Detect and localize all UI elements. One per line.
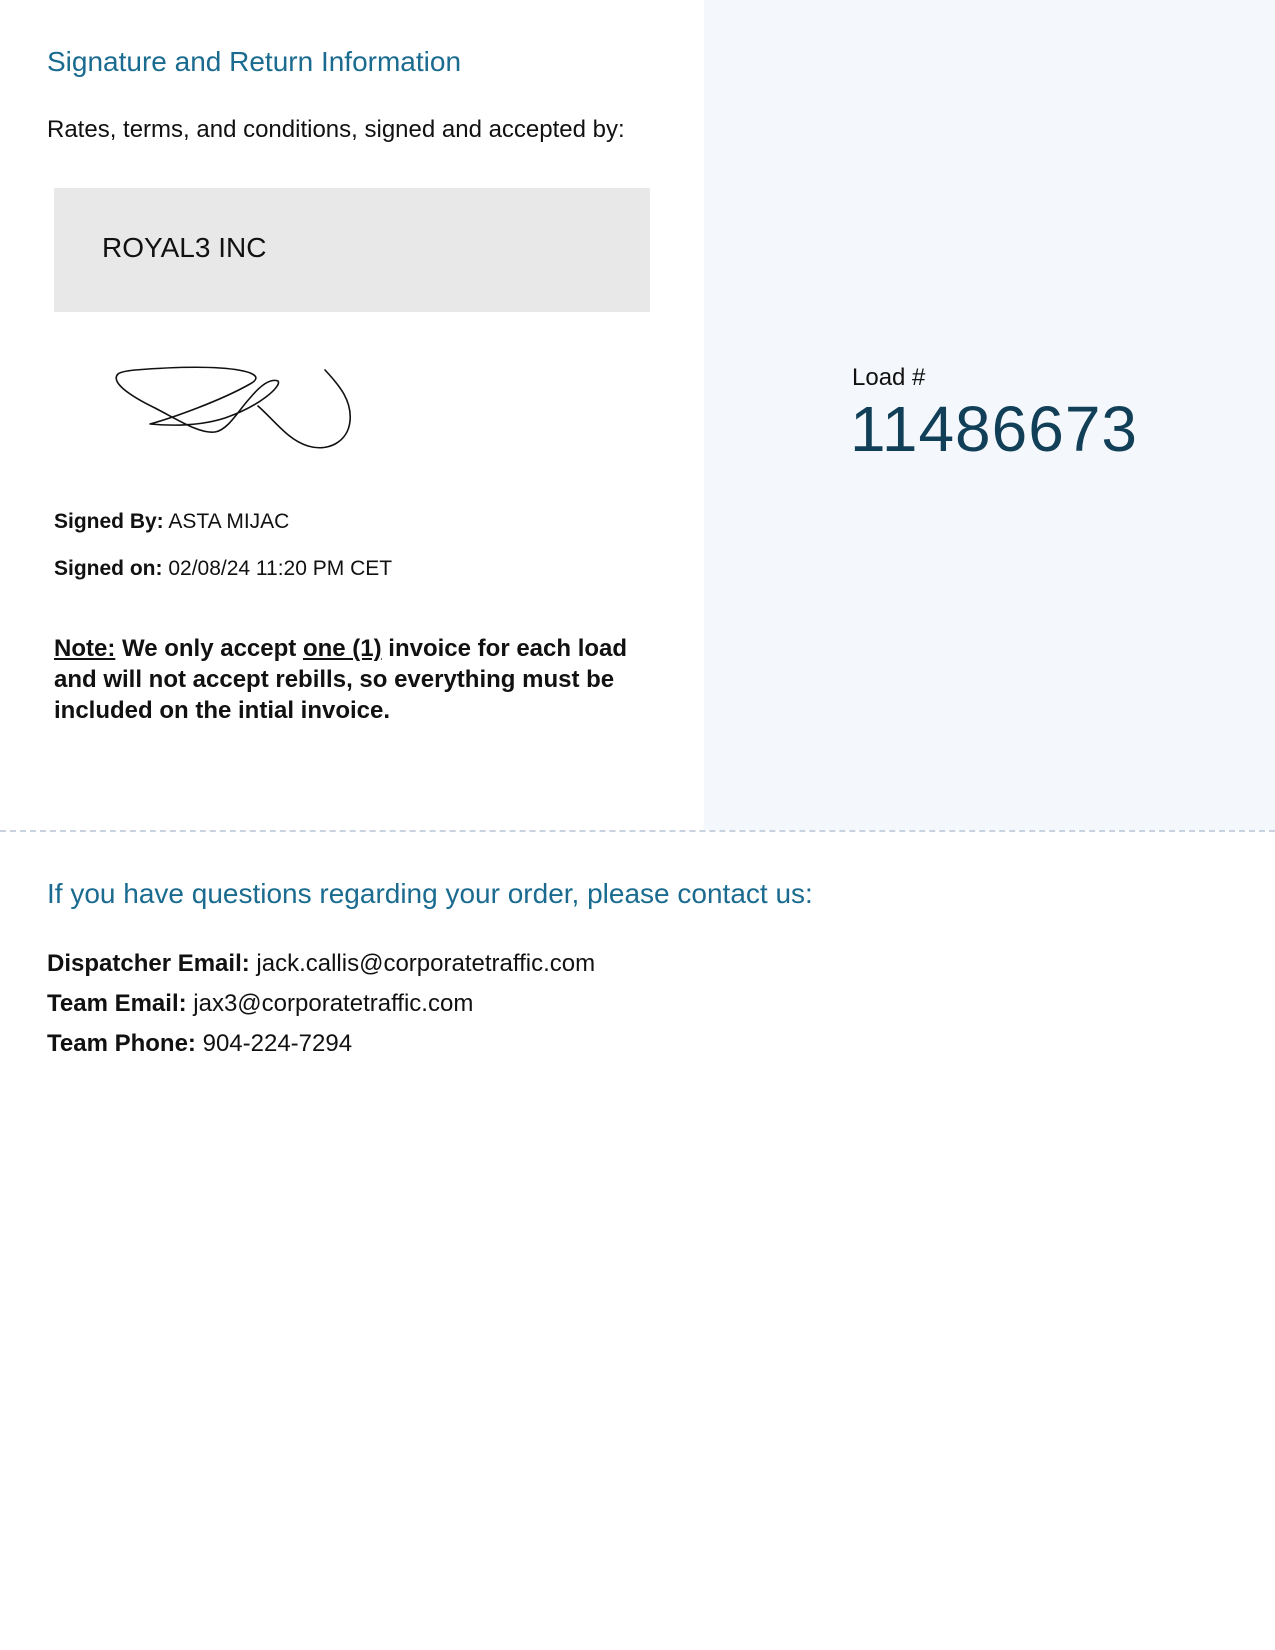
team-phone-value[interactable]: 904-224-7294 (202, 1030, 353, 1057)
signature-intro-text: Rates, terms, and conditions, signed and accepted by: (47, 116, 625, 143)
team-email-link[interactable]: jax3@corporatetraffic.com (193, 990, 474, 1017)
signed-by-label: Signed By: (54, 510, 164, 533)
note-label: Note: (54, 635, 116, 662)
signed-on (54, 557, 392, 581)
load-number-label: Load # (852, 364, 926, 391)
load-number: 11486673 (850, 393, 1138, 465)
signed-on-value: 02/08/24 11:20 PM CET (168, 557, 393, 580)
company-box (54, 188, 650, 312)
handwritten-signature (110, 366, 370, 466)
note-text-after: invoice for each load and will not accept rebills, so everything must be included on the intial invoice. (54, 635, 628, 724)
team-phone-label: Team Phone: (47, 1030, 196, 1057)
signed-on-label: Signed on: (54, 557, 163, 580)
team-email-row (47, 990, 473, 1018)
dispatcher-email-row (47, 950, 595, 978)
team-email-label: Team Email: (47, 990, 187, 1017)
note-text-before: We only accept (115, 635, 303, 662)
dispatcher-email-link[interactable]: jack.callis@corporatetraffic.com (256, 950, 596, 977)
signed-by (54, 510, 289, 534)
team-phone-row (47, 1030, 352, 1058)
section-divider (0, 830, 1275, 832)
dispatcher-email-label: Dispatcher Email: (47, 950, 250, 977)
invoice-note (54, 633, 654, 726)
company-name: ROYAL3 INC (102, 232, 267, 263)
signed-by-value: ASTA MIJAC (168, 510, 290, 533)
contact-section-title: If you have questions regarding your order, please contact us: (47, 878, 813, 909)
signature-section-title: Signature and Return Information (47, 46, 462, 77)
note-emphasis: one (1) (302, 635, 382, 662)
